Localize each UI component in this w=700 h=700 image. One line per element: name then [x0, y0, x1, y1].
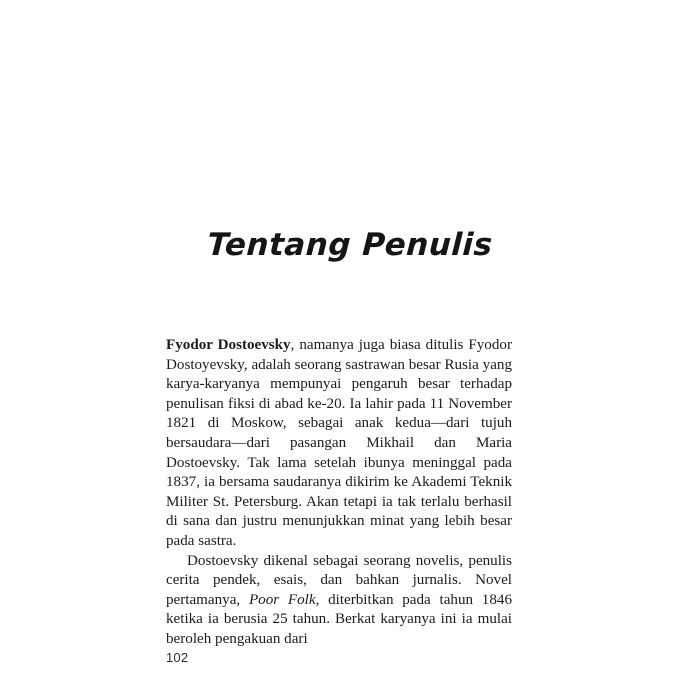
body-text-block: [166, 336, 512, 650]
paragraph-1-body: , namanya juga biasa ditulis Fyodor Dostoyevsky, adalah seorang sastrawan besar Rusia yang karya-karyanya mempunyai pengaruh besar terhadap penulisan fiksi di abad ke-20. Ia lahir pada 11 November 1821 di Moskow, sebagai anak kedua—dari tujuh bersaudara—dari pasangan Mikhail dan Maria Dostoevsky. Tak lama setelah ibunya meninggal pada 1837, ia bersama saudaranya dikirim ke Akademi Teknik Militer St. Petersburg. Akan tetapi ia tak terlalu berhasil di sana dan justru menunjukkan minat yang lebih besar pada sastra.: [166, 337, 512, 549]
paragraph-2-after-italic: , diterbitkan pada tahun 1846 ketika ia berusia 25 tahun. Berkat karyanya ini ia mulai beroleh pengakuan dari: [166, 591, 512, 647]
paragraph-2: [166, 552, 512, 650]
paragraph-2-before-italic: Dostoevsky dikenal sebagai seorang novelis, penulis cerita pendek, esais, dan bahkan jurnalis. Novel pertamanya,: [166, 552, 512, 608]
page-number: 102: [166, 650, 189, 665]
book-title-poor-folk: Poor Folk: [248, 591, 316, 608]
author-name-lead-in: Fyodor Dostoevsky: [166, 337, 291, 353]
page-title: Tentang Penulis: [206, 226, 494, 263]
paragraph-1: [166, 336, 512, 552]
